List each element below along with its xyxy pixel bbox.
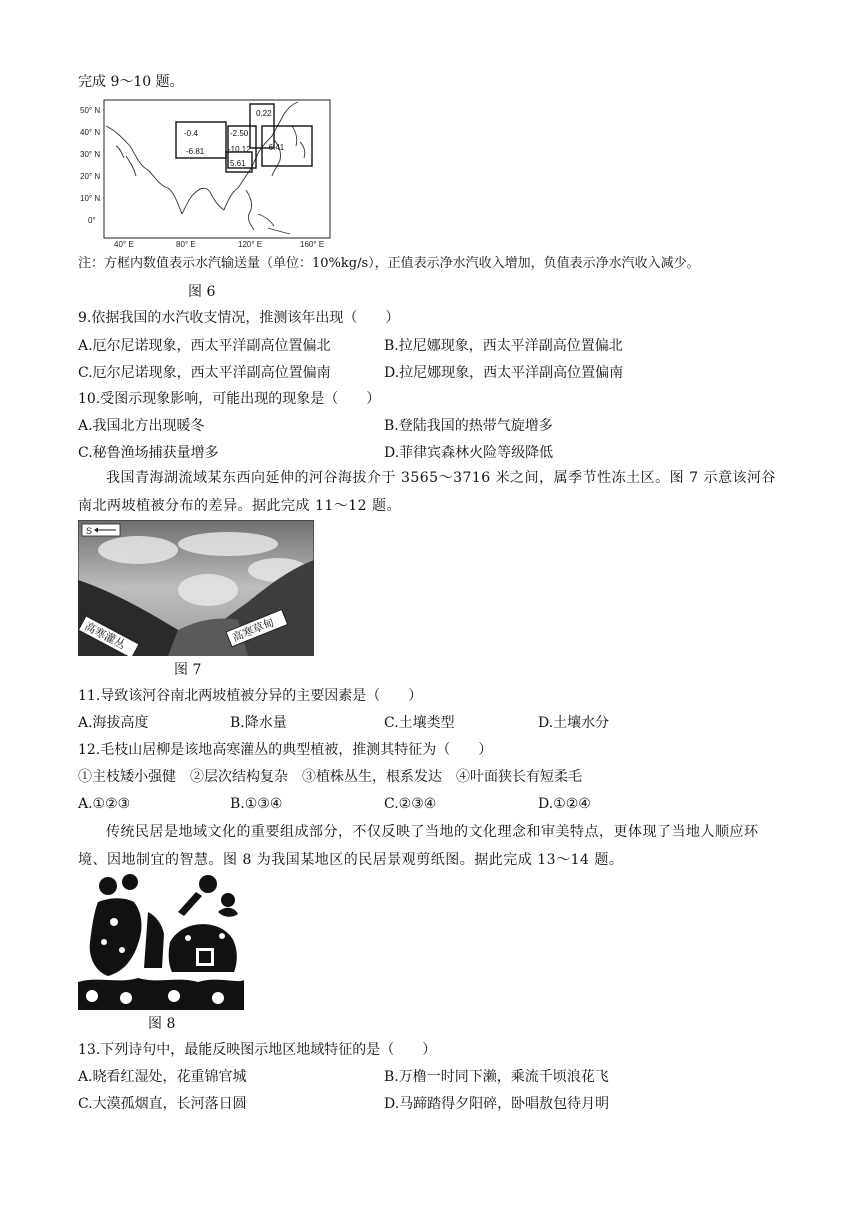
figure-7-caption: 图 7 [174,662,202,678]
box-value: 5.61 [230,159,246,168]
q12-stem: 12.毛枝山居柳是该地高寒灌丛的典型植被，推测其特征为（ ） [78,742,493,758]
q11-option-b: B.降水量 [230,715,287,731]
box-value: -0.4 [184,129,198,138]
q9-option-c: C.厄尔尼诺现象，西太平洋副高位置偏南 [78,365,331,381]
q11-option-a: A.海拔高度 [78,715,149,731]
q13-option-d: D.马蹄踏得夕阳碎，卧唱敖包待月明 [384,1096,610,1112]
passage-13-14: 传统民居是地域文化的重要组成部分，不仅反映了当地的文化理念和审美特点，更体现了当地人顺应环境、因地制宜的智慧。图 8 为我国某地区的民居景观剪纸图。据此完成 13～14 题。 [78,824,759,868]
q13-stem: 13.下列诗句中，最能反映图示地区地域特征的是（ ） [78,1042,437,1058]
q12-option-b: B.①③④ [230,796,283,812]
lat-label: 30° N [80,150,101,159]
lat-label: 50° N [80,106,101,115]
lon-label: 120° E [238,240,263,249]
figure-8-caption: 图 8 [148,1016,176,1032]
q10-option-c: C.秘鲁渔场捕获量增多 [78,445,219,461]
lat-label: 40° N [80,128,101,137]
q12-option-c: C.②③④ [384,796,437,812]
box-value: 0.22 [256,109,272,118]
q9-stem: 9.依据我国的水汽收支情况，推测该年出现（ ） [78,310,400,326]
q10-option-d: D.菲律宾森林火险等级降低 [384,445,554,461]
q9-option-d: D.拉尼娜现象，西太平洋副高位置偏南 [384,365,624,381]
q13-option-a: A.晓看红湿处，花重锦官城 [78,1069,247,1085]
direction-label: S [86,526,93,536]
box-value: -10.12 [228,145,251,154]
lat-label: 0° [88,216,96,225]
q13-option-b: B.万橹一时同下濑，乘流千顷浪花飞 [384,1069,609,1085]
figure-6-map [78,96,338,250]
q11-stem: 11.导致该河谷南北两坡植被分异的主要因素是（ ） [78,688,423,704]
q12-option-d: D.①②④ [538,796,591,812]
q10-option-a: A.我国北方出现暖冬 [78,418,205,434]
figure-7-photo [78,520,314,656]
figure-8-papercut [78,872,244,1010]
lon-label: 160° E [300,240,325,249]
box-value: -2.50 [230,129,249,138]
q11-option-c: C.土壤类型 [384,715,455,731]
figure-6-caption: 图 6 [188,284,216,300]
q10-stem: 10.受图示现象影响，可能出现的现象是（ ） [78,391,381,407]
q13-option-c: C.大漠孤烟直，长河落日圆 [78,1096,247,1112]
q12-items: ①主枝矮小强健 ②层次结构复杂 ③植株丛生，根系发达 ④叶面狭长有短柔毛 [78,769,582,785]
label-alpine-shrub: 高寒灌丛 [82,619,128,652]
q12-option-a: A.①②③ [78,796,131,812]
q9-option-a: A.厄尔尼诺现象，西太平洋副高位置偏北 [78,338,331,354]
figure-6-note: 注：方框内数值表示水汽输送量（单位：10%kg/s），正值表示净水汽收入增加，负值表示净水汽收入减少。 [78,256,700,271]
passage-11-12: 我国青海湖流域某东西向延伸的河谷海拔介于 3565～3716 米之间，属季节性冻土区。图 7 示意该河谷南北两坡植被分布的差异。据此完成 11～12 题。 [78,470,776,514]
q10-option-b: B.登陆我国的热带气旋增多 [384,418,553,434]
q11-option-d: D.土壤水分 [538,715,610,731]
lat-label: 20° N [80,172,101,181]
q9-option-b: B.拉尼娜现象，西太平洋副高位置偏北 [384,338,623,354]
intro-text: 完成 9～10 题。 [78,74,184,90]
box-value: -6.41 [266,143,285,152]
lat-label: 10° N [80,194,101,203]
lon-label: 80° E [176,240,196,249]
box-value: -6.81 [186,147,205,156]
lon-label: 40° E [114,240,134,249]
label-alpine-meadow: 高寒草甸 [230,615,277,645]
